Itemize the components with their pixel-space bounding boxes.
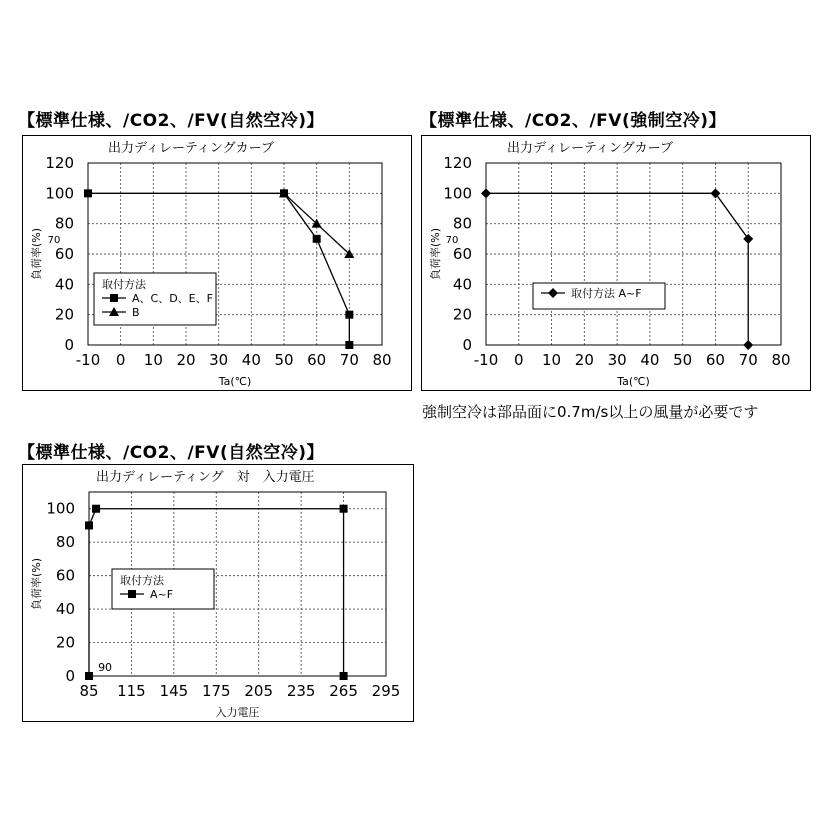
y-tick-label: 20 [55,633,75,652]
forced-air-note: 強制空冷は部品面に0.7m/s以上の風量が必要です [422,403,759,421]
x-tick-label: 30 [209,351,229,369]
x-axis-label: 入力電圧 [215,706,260,719]
x-tick-label: 70 [738,351,758,369]
x-tick-label: 145 [159,682,189,700]
x-tick-label: 10 [143,351,163,369]
legend-item-label: 取付方法 A~F [571,287,642,300]
y-tick-label: 0 [64,336,74,354]
x-tick-label: -10 [473,351,499,369]
data-point [340,505,348,513]
y-axis-label: 負荷率(%) [30,227,43,281]
x-tick-label: 80 [372,351,392,369]
x-tick-label: 265 [329,682,358,700]
y-tick-label: 80 [54,214,74,233]
y-tick-label: 100 [45,184,74,203]
y-tick-label: 60 [54,245,74,263]
data-point [345,341,353,349]
data-point [92,505,100,513]
x-tick-label: 50 [673,351,693,369]
x-tick-label: -10 [75,351,101,369]
x-tick-label: 0 [514,351,524,369]
annotation-label: 70 [445,234,459,246]
legend-item-label: A~F [150,588,174,601]
x-tick-label: 235 [286,682,316,700]
y-tick-label: 20 [54,305,74,324]
data-point [84,189,92,197]
x-tick-label: 40 [241,351,261,369]
chart-derating-input-voltage [22,464,414,722]
y-tick-label: 120 [443,154,472,172]
y-tick-label: 20 [452,305,472,324]
x-tick-label: 295 [371,682,401,700]
x-tick-label: 20 [176,351,196,369]
y-tick-label: 60 [55,566,75,585]
x-tick-label: 60 [705,351,725,369]
legend-item-label: B [132,306,140,319]
y-tick-label: 80 [452,214,472,233]
x-tick-label: 60 [307,351,327,369]
data-point [85,521,93,529]
chart-derating-forced [421,135,811,391]
legend-item-label: A、C、D、E、F [132,292,213,305]
x-tick-label: 85 [79,682,99,700]
chart-title: 出力ディレーティングカーブ [507,141,674,156]
chart-title: 出力ディレーティングカーブ [108,141,275,156]
y-tick-label: 40 [452,275,472,294]
x-tick-label: 175 [201,682,231,700]
x-tick-label: 50 [274,351,294,369]
x-tick-label: 30 [607,351,627,369]
y-tick-label: 40 [55,600,75,619]
y-tick-label: 100 [443,184,472,203]
y-tick-label: 0 [65,667,75,685]
y-tick-label: 60 [452,245,472,263]
y-axis-label: 負荷率(%) [30,557,43,611]
chart-title: 出力ディレーティング 対 入力電圧 [96,470,315,485]
x-tick-label: 40 [640,351,660,369]
x-tick-label: 115 [117,682,146,700]
y-tick-label: 120 [45,154,74,172]
legend-item-0-marker [128,590,136,598]
x-axis-label: Ta(℃) [617,375,650,388]
x-tick-label: 10 [542,351,562,369]
legend-item-0-marker [110,294,118,302]
legend-title: 取付方法 [120,574,164,587]
data-point [313,235,321,243]
x-tick-label: 0 [115,351,126,369]
legend-title: 取付方法 [102,278,146,291]
section-title-1: 【標準仕様、/CO2、/FV(自然空冷)】 [18,111,324,131]
section-title-3: 【標準仕様、/CO2、/FV(自然空冷)】 [18,443,324,463]
x-tick-label: 205 [244,682,274,700]
y-tick-label: 80 [55,533,75,552]
data-point [85,672,93,680]
y-tick-label: 40 [54,275,74,294]
y-tick-label: 0 [462,336,472,354]
data-point [340,672,348,680]
x-axis-label: Ta(℃) [218,375,252,388]
x-tick-label: 20 [574,351,594,369]
x-tick-label: 80 [771,351,791,369]
x-tick-label: 70 [339,351,359,369]
annotation-label: 90 [98,661,113,674]
data-point [345,311,353,319]
y-tick-label: 100 [46,499,75,518]
annotation-label: 70 [47,234,61,246]
y-axis-label: 負荷率(%) [429,227,442,281]
section-title-2: 【標準仕様、/CO2、/FV(強制空冷)】 [420,111,726,131]
chart-derating-natural [22,135,412,391]
